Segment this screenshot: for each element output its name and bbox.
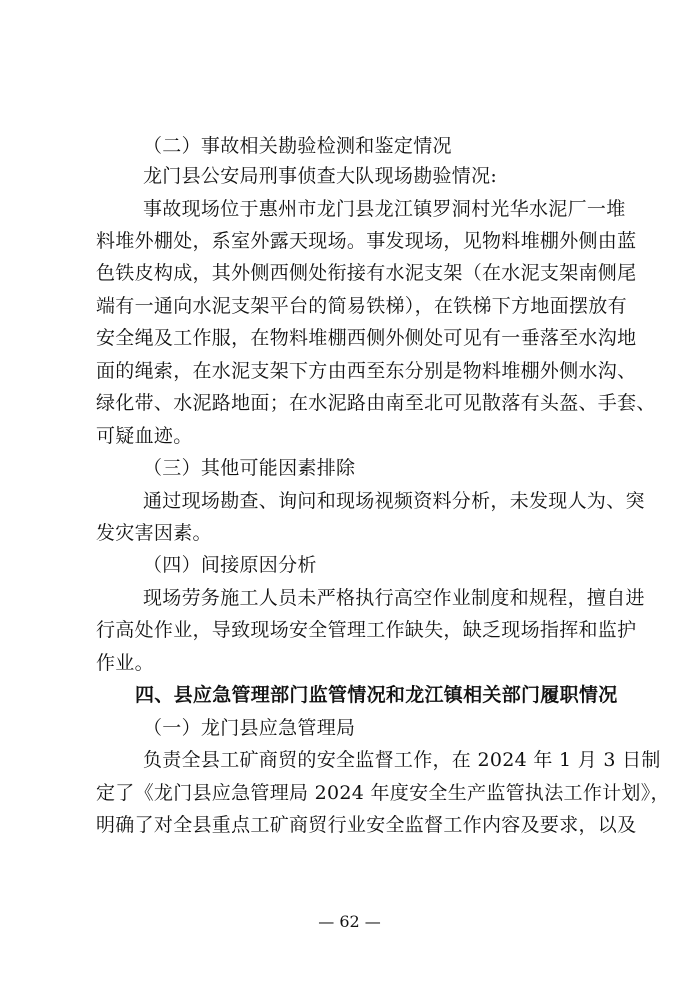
section-heading-sub2: （二）事故相关勘验检测和鉴定情况 [143, 135, 452, 157]
section-heading-sec4: 四、县应急管理部门监管情况和龙江镇相关部门履职情况 [135, 684, 618, 706]
paragraph-line: 事故现场位于惠州市龙门县龙江镇罗洞村光华水泥厂一堆 [143, 198, 626, 220]
paragraph-line: 通过现场勘查、询问和现场视频资料分析，未发现人为、突 [143, 490, 645, 512]
paragraph-line: 面的绳索，在水泥支架下方由西至东分别是物料堆棚外侧水沟、 [96, 360, 637, 382]
paragraph-line: 负责全县工矿商贸的安全监督工作，在 2024 年 1 月 3 日制 [143, 749, 661, 771]
paragraph-line: 端有一通向水泥支架平台的简易铁梯），在铁梯下方地面摆放有 [96, 295, 627, 317]
paragraph-line: 行高处作业，导致现场安全管理工作缺失，缺乏现场指挥和监护 [96, 619, 637, 641]
paragraph-line: 可疑血迹。 [96, 425, 193, 447]
paragraph-line: 定了《龙门县应急管理局 2024 年度安全生产监管执法工作计划》， [96, 782, 670, 804]
page-number: — 62 — [318, 912, 381, 931]
section-subheading: （一）龙门县应急管理局 [143, 717, 356, 739]
paragraph-line: 安全绳及工作服，在物料堆棚西侧外侧处可见有一垂落至水沟地 [96, 327, 637, 349]
paragraph-line: 发灾害因素。 [96, 522, 212, 544]
paragraph-line: 现场劳务施工人员未严格执行高空作业制度和规程，擅自进 [143, 587, 645, 609]
paragraph-line: 作业。 [96, 652, 154, 674]
paragraph-line: 龙门县公安局刑事侦查大队现场勘验情况: [143, 165, 498, 187]
paragraph-line: 绿化带、水泥路地面；在水泥路由南至北可见散落有头盔、手套、 [96, 392, 656, 414]
paragraph-line: 明确了对全县重点工矿商贸行业安全监督工作内容及要求，以及 [96, 814, 637, 836]
section-heading-sub4: （四）间接原因分析 [143, 554, 317, 576]
section-heading-sub3: （三）其他可能因素排除 [143, 457, 356, 479]
paragraph-line: 色铁皮构成，其外侧西侧处衔接有水泥支架（在水泥支架南侧尾 [96, 262, 637, 284]
paragraph-line: 料堆外棚处，系室外露天现场。事发现场，见物料堆棚外侧由蓝 [96, 230, 637, 252]
